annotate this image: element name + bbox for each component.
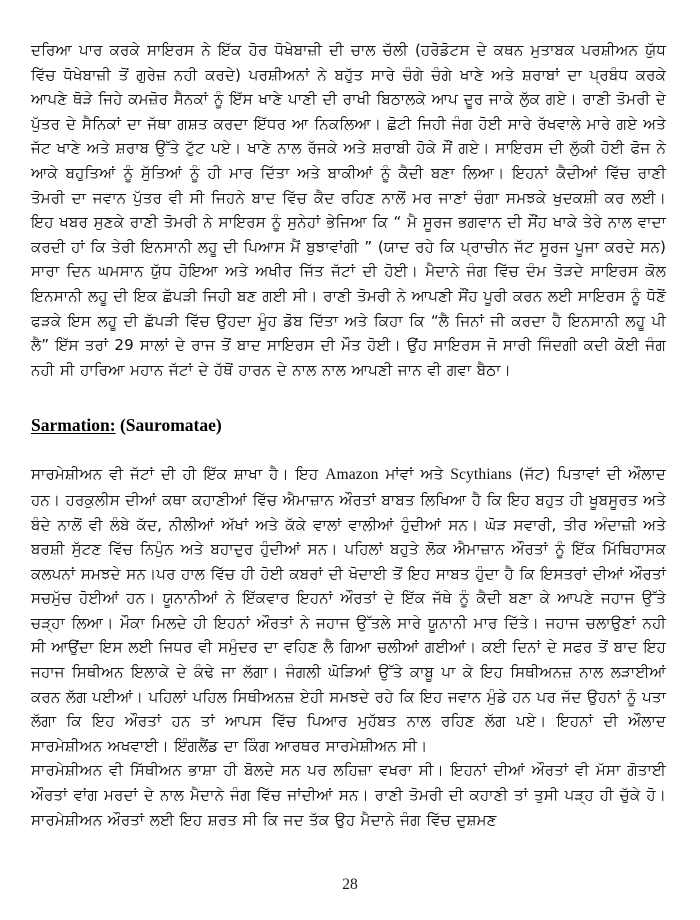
latin-term-amazon: Amazon [325,466,379,484]
latin-term-scythians: Scythians [450,466,512,484]
section-heading-sarmation [31,414,666,436]
paragraph-sarmatian-language: ਸਾਰਮੇਸ਼ੀਅਨ ਵੀ ਸਿੱਥੀਅਨ ਭਾਸ਼ਾ ਹੀ ਬੋਲਦੇ ਸਨ ਪਰ ਲਹਿਜ਼ਾ ਵਖਰਾ ਸੀ। ਇਹਨਾਂ ਦੀਆਂ ਔਰਤਾਂ ਵੀ ਮੱਸਾ ਗੋਤਾਈ ਔਰਤਾਂ ਵਾਂਗ ਮਰਦਾਂ ਦੇ ਨਾਲ ਮੈਦਾਨੇ ਜੰਗ ਵਿੱਚ ਜਾਂਦੀਆਂ ਸਨ। ਰਾਣੀ ਤੋਮਰੀ ਦੀ ਕਹਾਣੀ ਤਾਂ ਤੁਸੀ ਪੜ੍ਹ ਹੀ ਚੁੱਕੇ ਹੋ। ਸਾਰਮੇਸ਼ੀਅਨ ਔਰਤਾਂ ਲਈ ਇਹ ਸ਼ਰਤ ਸੀ ਕਿ ਜਦ ਤੱਕ ਉਹ ਮੈਦਾਨੇ ਜੰਗ ਵਿੱਚ ਦੁਸ਼ਮਣ [31,761,666,829]
paragraph-cyrus-death: ਦਰਿਆ ਪਾਰ ਕਰਕੇ ਸਾਇਰਸ ਨੇ ਇੱਕ ਹੋਰ ਧੋਖੇਬਾਜ਼ੀ ਦੀ ਚਾਲ ਚੱਲੀ (ਹਰੋਡੋਟਸ ਦੇ ਕਥਨ ਮੁਤਾਬਕ ਪਰਸ਼ੀਅਨ ਯੁੱਧ ਵਿੱਚ ਧੋਖੇਬਾਜ਼ੀ ਤੋਂ ਗੁਰੇਜ਼ ਨਹੀ ਕਰਦੇ) ਪਰਸ਼ੀਅਨਾਂ ਨੇ ਬਹੁੱਤ ਸਾਰੇ ਚੰਗੇ ਚੰਗੇ ਖਾਣੇ ਅਤੇ ਸ਼ਰਾਬਾਂ ਦਾ ਪ੍ਰਬੰਧ ਕਰਕੇ ਆਪਣੇ ਥੋੜੇ ਜਿਹੇ ਕਮਜ਼ੋਰ ਸੈਨਕਾਂ ਨੂੰ ਇੱਸ ਖਾਣੇ ਪਾਣੀ ਦੀ ਰਾਖੀ ਬਿਠਾਲਕੇ ਆਪ ਦੂਰ ਜਾਕੇ ਲੁੱਕ ਗਏ। ਰਾਣੀ ਤੋਮਰੀ ਦੇ ਪੁੱਤਰ ਦੇ ਸੈਨਿਕਾਂ ਦਾ ਜੱਥਾ ਗਸ਼ਤ ਕਰਦਾ ਇੱਧਰ ਆ ਨਿਕਲਿਆ। ਛੋਟੀ ਜਿਹੀ ਜੰਗ ਹੋਈ ਸਾਰੇ ਰੱਖਵਾਲੇ ਮਾਰੇ ਗਏ ਅਤੇ ਜੱਟ ਖਾਣੇ ਅਤੇ ਸ਼ਰਾਬ ਉੱਤੇ ਟੁੱਟ ਪਏ। ਖਾਣੇ ਨਾਲ ਰੱਜਕੇ ਅਤੇ ਸ਼ਰਾਬੀ ਹੋਕੇ ਸੌਂ ਗਏ। ਸਾਇਰਸ ਦੀ ਲੁੱਕੀ ਹੋਈ ਫੋਜ ਨੇ ਆਕੇ ਬਹੁਤਿਆਂ ਨੂੰ ਸੁੱਤਿਆਂ ਨੂੰ ਹੀ ਮਾਰ ਦਿੱਤਾ ਅਤੇ ਬਾਕੀਆਂ ਨੂੰ ਕੈਦੀ ਬਣਾ ਲਿਆ। ਇਹਨਾਂ ਕੈਦੀਆਂ ਵਿੱਚ ਰਾਣੀ ਤੋਮਰੀ ਦਾ ਜਵਾਨ ਪੁੱਤਰ ਵੀ ਸੀ ਜਿਹਨੇ ਬਾਦ ਵਿੱਚ ਕੈਦ ਰਹਿਣ ਨਾਲੋਂ ਮਰ ਜਾਣਾਂ ਚੰਗਾ ਸਮਝਕੇ ਖੁਦਕਸ਼ੀ ਕਰ ਲਈ। ਇਹ ਖਬਰ ਸੁਣਕੇ ਰਾਣੀ ਤੋਮਰੀ ਨੇ ਸਾਇਰਸ ਨੂੰ ਸੁਨੇਹਾਂ ਭੇਜਿਆ ਕਿ “ ਮੈ ਸੂਰਜ ਭਗਵਾਨ ਦੀ ਸੌਂਹ ਖਾਕੇ ਤੇਰੇ ਨਾਲ ਵਾਦਾ ਕਰਦੀ ਹਾਂ ਕਿ ਤੇਰੀ ਇਨਸਾਨੀ ਲਹੂ ਦੀ ਪਿਆਸ ਮੈਂ ਬੁਝਾਵਾਂਗੀ ” (ਯਾਦ ਰਹੇ ਕਿ ਪ੍ਰਾਚੀਨ ਜੱਟ ਸੂਰਜ ਪੂਜਾ ਕਰਦੇ ਸਨ) ਸਾਰਾ ਦਿਨ ਘਮਸਾਨ ਯੁੱਧ ਹੋਇਆ ਅਤੇ ਅਖੀਰ ਜਿੱਤ ਜੱਟਾਂ ਦੀ ਹੋਈ। ਮੈਦਾਨੇ ਜੰਗ ਵਿੱਚ ਦੰਮ ਤੋੜਦੇ ਸਾਇਰਸ ਕੋਲ ਇਨਸਾਨੀ ਲਹੂ ਦੀ ਇਕ ਛੱਪੜੀ ਜਿਹੀ ਬਣ ਗਈ ਸੀ। ਰਾਣੀ ਤੋਮਰੀ ਨੇ ਆਪਣੀ ਸੌਂਹ ਪੂਰੀ ਕਰਨ ਲਈ ਸਾਇਰਸ ਨੂੰ ਧੋਣੋਂ ਫੜਕੇ ਇਸ ਲਹੂ ਦੀ ਛੱਪੜੀ ਵਿੱਚ ਉਹਦਾ ਮੂੰਹ ਡੋਬ ਦਿੱਤਾ ਅਤੇ ਕਿਹਾ ਕਿ “ਲੈ ਜਿਨਾਂ ਜੀ ਕਰਦਾ ਹੈ ਇਨਸਾਨੀ ਲਹੂ ਪੀ ਲੈ” ਇੱਸ ਤਰਾਂ 29 ਸਾਲਾਂ ਦੇ ਰਾਜ ਤੋਂ ਬਾਦ ਸਾਇਰਸ ਦੀ ਮੌਤ ਹੋਈ। ਉਂਹ ਸਾਇਰਸ ਜੋ ਸਾਰੀ ਜਿੰਦਗੀ ਕਦੀ ਕੋਈ ਜੰਗ ਨਹੀ ਸੀ ਹਾਰਿਆ ਮਹਾਨ ਜੱਟਾਂ ਦੇ ਹੱਥੋਂ ਹਾਰਨ ਦੇ ਨਾਲ ਨਾਲ ਆਪਣੀ ਜਾਨ ਵੀ ਗਵਾ ਬੈਠਾ। [31,41,666,379]
page-number: 28 [342,876,358,893]
heading-rest-text: (Sauromatae) [115,415,222,436]
paragraph-sarmatian-origin [31,462,666,758]
paragraph-text-part-3: (ਜੱਟ) ਪਿਤਾਵਾਂ ਦੀ ਔਲਾਦ ਹਨ। ਹਰਕੁਲੀਸ ਦੀਆਂ ਕਥਾ ਕਹਾਣੀਆਂ ਵਿੱਚ ਐਮਾਜ਼ਾਨ ਔਰਤਾਂ ਬਾਬਤ ਲਿਖਿਆ ਹੈ ਕਿ ਇਹ ਬਹੁਤ ਹੀ ਖੂਬਸੂਰਤ ਅਤੇ ਬੰਦੇ ਨਾਲੋਂ ਵੀ ਲੰਬੇ ਕੱਦ, ਨੀਲੀਆਂ ਅੱਖਾਂ ਅਤੇ ਕੱਕੇ ਵਾਲਾਂ ਵਾਲੀਆਂ ਹੁੰਦੀਆਂ ਸਨ। ਘੋੜ ਸਵਾਰੀ, ਤੀਰ ਅੰਦਾਜ਼ੀ ਅਤੇ ਬਰਸ਼ੀ ਸੁੱਟਣ ਵਿੱਚ ਨਿਪੁੰਨ ਅਤੇ ਬਹਾਦੁਰ ਹੁੰਦੀਆਂ ਸਨ। ਪਹਿਲਾਂ ਬਹੁਤੇ ਲੋਕ ਐਮਾਜ਼ਾਨ ਔਰਤਾਂ ਨੂੰ ਇੱਕ ਮਿੱਥਿਹਾਸਕ ਕਲਪਨਾਂ ਸਮਝਦੇ ਸਨ।ਪਰ ਹਾਲ ਵਿੱਚ ਹੀ ਹੋਈ ਕਬਰਾਂ ਦੀ ਖੋਦਾਈ ਤੋਂ ਇਹ ਸਾਬਤ ਹੁੰਦਾ ਹੈ ਕਿ ਇਸਤਰਾਂ ਦੀਆਂ ਔਰਤਾਂ ਸਚਮੁੱਚ ਹੋਈਆਂ ਹਨ। ਯੂਨਾਨੀਆਂ ਨੇ ਇੱਕਵਾਰ ਇਹਨਾਂ ਔਰਤਾਂ ਦੇ ਇੱਕ ਜੱਥੇ ਨੂੰ ਕੈਦੀ ਬਣਾ ਕੇ ਆਪਣੇ ਜਹਾਜ ਉੱਤੇ ਚੜ੍ਹਾ ਲਿਆ। ਮੌਕਾ ਮਿਲਦੇ ਹੀ ਇਹਨਾਂ ਔਰਤਾਂ ਨੇ ਜਹਾਜ ਉੱਤਲੇ ਸਾਰੇ ਯੂਨਾਨੀ ਮਾਰ ਦਿੱਤੇ। ਜਹਾਜ ਚਲਾਉਣਾਂ ਨਹੀ ਸੀ ਆਉਂਦਾ ਇਸ ਲਈ ਜਿਧਰ ਵੀ ਸਮੁੰਦਰ ਦਾ ਵਹਿਣ ਲੈ ਗਿਆ ਚਲੀਆਂ ਗਈਆਂ। ਕਈ ਦਿਨਾਂ ਦੇ ਸਫਰ ਤੋਂ ਬਾਦ ਇਹ ਜਹਾਜ ਸਿਥੀਅਨ ਇਲਾਕੇ ਦੇ ਕੰਢੇ ਜਾ ਲੱਗਾ। ਜੰਗਲੀ ਘੋੜਿਆਂ ਉੱਤੇ ਕਾਬੂ ਪਾ ਕੇ ਇਹ ਸਿਥੀਅਨਜ਼ ਨਾਲ ਲੜਾਈਆਂ ਕਰਨ ਲੱਗ ਪਈਆਂ। ਪਹਿਲਾਂ ਪਹਿਲ ਸਿਥੀਅਨਜ਼ ਏਹੀ ਸਮਝਦੇ ਰਹੇ ਕਿ ਇਹ ਜਵਾਨ ਮੁੰਡੇ ਹਨ ਪਰ ਜੱਦ ਉਹਨਾਂ ਨੂੰ ਪਤਾ ਲੱਗਾ ਕਿ ਇਹ ਔਰਤਾਂ ਹਨ ਤਾਂ ਆਪਸ ਵਿੱਚ ਪਿਆਰ ਮੁਹੱਬਤ ਨਾਲ ਰਹਿਣ ਲੱਗ ਪਏ। ਇਹਨਾਂ ਦੀ ਔਲਾਦ ਸਾਰਮੇਸ਼ੀਅਨ ਅਖਵਾਈ। ਇੰਗਲੈਂਡ ਦਾ ਕਿੰਗ ਆਰਥਰ ਸਾਰਮੇਸ਼ੀਅਨ ਸੀ। [31,465,666,755]
document-body [31,38,666,832]
paragraph-text-part-1: ਸਾਰਮੇਸ਼ੀਅਨ ਵੀ ਜੱਟਾਂ ਦੀ ਹੀ ਇੱਕ ਸ਼ਾਖਾ ਹੈ। ਇਹ [31,465,326,484]
heading-underlined-text: Sarmation: [31,415,116,436]
paragraph-text-part-2: ਮਾਂਵਾਂ ਅਤੇ [378,465,451,484]
